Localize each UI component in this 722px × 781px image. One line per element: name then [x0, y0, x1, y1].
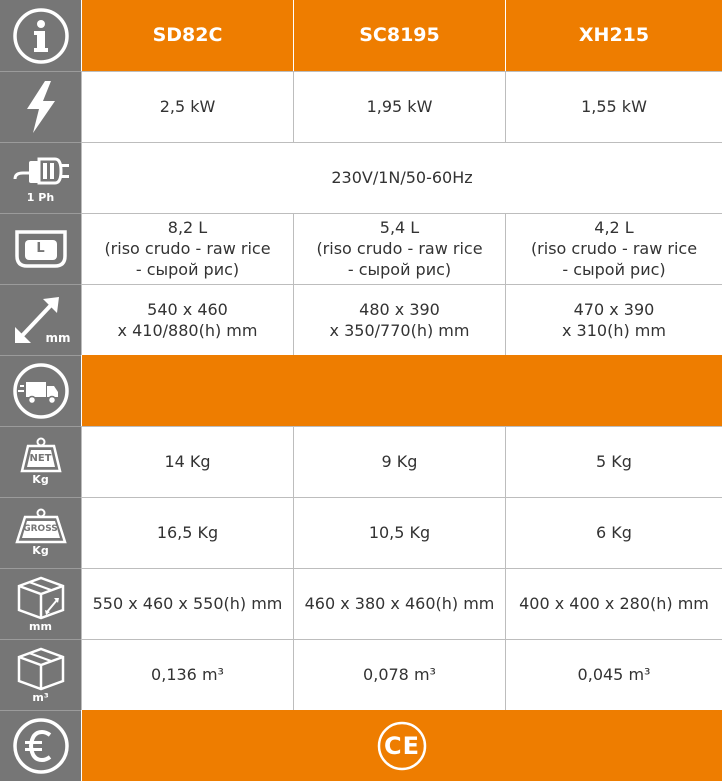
price-row — [0, 710, 722, 781]
package-dims-value-2: 460 x 380 x 460(h) mm — [293, 568, 505, 639]
icon-separator — [0, 355, 81, 356]
grid-line — [81, 639, 722, 640]
grid-line — [81, 284, 722, 285]
grid-line — [81, 71, 722, 72]
power-row — [0, 71, 722, 142]
grid-line — [81, 213, 722, 214]
icon-separator — [0, 497, 81, 498]
grid-line — [81, 426, 722, 427]
package-volume-caption: m³ — [32, 691, 49, 704]
gross-unit: Kg — [32, 544, 49, 557]
dimensions-value-2: 480 x 390 x 350/770(h) mm — [293, 284, 505, 355]
grid-line — [81, 142, 722, 143]
shipping-band — [81, 355, 722, 426]
gross-weight-value-3: 6 Kg — [505, 497, 722, 568]
capacity-value-3: 4,2 L (riso crudo - raw rice - сырой рис) — [505, 213, 722, 284]
dimensions-caption: mm — [45, 330, 71, 345]
net-weight-value-2: 9 Kg — [293, 426, 505, 497]
capacity-value-1: 8,2 L (riso crudo - raw rice - сырой рис) — [81, 213, 293, 284]
plug-icon — [11, 151, 71, 191]
box-dimensions-icon — [15, 574, 67, 620]
ce-text: CE — [383, 731, 420, 760]
gross-weight-value-2: 10,5 Kg — [293, 497, 505, 568]
icon-separator — [0, 71, 81, 72]
gross-weight-icon-cell — [0, 497, 81, 568]
info-icon-cell — [0, 0, 81, 71]
pot-capacity-icon — [13, 228, 69, 270]
icon-separator — [0, 710, 81, 711]
dimensions-value-1: 540 x 460 x 410/880(h) mm — [81, 284, 293, 355]
package-volume-value-1: 0,136 m³ — [81, 639, 293, 710]
ce-band — [81, 710, 722, 781]
shipping-row — [0, 355, 722, 426]
net-unit: Kg — [32, 473, 49, 486]
info-circle-icon — [12, 7, 70, 65]
gross-caption: GROSS — [23, 524, 58, 534]
net-weight-value-1: 14 Kg — [81, 426, 293, 497]
capacity-row — [0, 213, 722, 284]
icon-separator — [0, 639, 81, 640]
capacity-value-2: 5,4 L (riso crudo - raw rice - сырой рис) — [293, 213, 505, 284]
delivery-truck-icon — [12, 362, 70, 420]
package-dims-value-1: 550 x 460 x 550(h) mm — [81, 568, 293, 639]
grid-line — [81, 497, 722, 498]
package-dims-icon-cell — [0, 568, 81, 639]
plug-caption: 1 Ph — [26, 191, 55, 204]
voltage-row — [0, 142, 722, 213]
package-volume-value-2: 0,078 m³ — [293, 639, 505, 710]
model-header-1: SD82C — [81, 0, 293, 71]
gross-weight-row — [0, 497, 722, 568]
power-icon-cell — [0, 71, 81, 142]
dimensions-value-3: 470 x 390 x 310(h) mm — [505, 284, 722, 355]
net-caption: NET — [29, 453, 52, 464]
package-dims-caption: mm — [29, 620, 52, 633]
power-value-1: 2,5 kW — [81, 71, 293, 142]
icon-separator — [0, 284, 81, 285]
icon-separator — [0, 142, 81, 143]
dimensions-icon-cell — [0, 284, 81, 355]
net-weight-value-3: 5 Kg — [505, 426, 722, 497]
package-volume-icon-cell — [0, 639, 81, 710]
lightning-icon — [21, 79, 61, 135]
power-value-3: 1,55 kW — [505, 71, 722, 142]
icon-separator — [0, 568, 81, 569]
euro-icon — [12, 717, 70, 775]
model-header-3: XH215 — [505, 0, 722, 71]
capacity-caption: L — [36, 240, 45, 256]
net-weight-icon-cell — [0, 426, 81, 497]
dimensions-row — [0, 284, 722, 355]
power-value-2: 1,95 kW — [293, 71, 505, 142]
ce-mark-icon — [376, 720, 428, 772]
box-volume-icon — [15, 645, 67, 691]
voltage-value: 230V/1N/50-60Hz — [81, 142, 722, 213]
package-volume-value-3: 0,045 m³ — [505, 639, 722, 710]
icon-separator — [0, 426, 81, 427]
net-weight-row — [0, 426, 722, 497]
header-row — [0, 0, 722, 71]
grid-line — [81, 568, 722, 569]
model-header-2: SC8195 — [293, 0, 505, 71]
weight-gross-icon — [13, 508, 69, 544]
capacity-icon-cell — [0, 213, 81, 284]
icon-separator — [0, 213, 81, 214]
price-icon-cell — [0, 710, 81, 781]
gross-weight-value-1: 16,5 Kg — [81, 497, 293, 568]
shipping-icon-cell — [0, 355, 81, 426]
package-volume-row — [0, 639, 722, 710]
plug-icon-cell — [0, 142, 81, 213]
package-dims-row — [0, 568, 722, 639]
package-dims-value-3: 400 x 400 x 280(h) mm — [505, 568, 722, 639]
diagonal-arrows-icon — [11, 293, 71, 347]
weight-net-icon — [19, 437, 63, 473]
